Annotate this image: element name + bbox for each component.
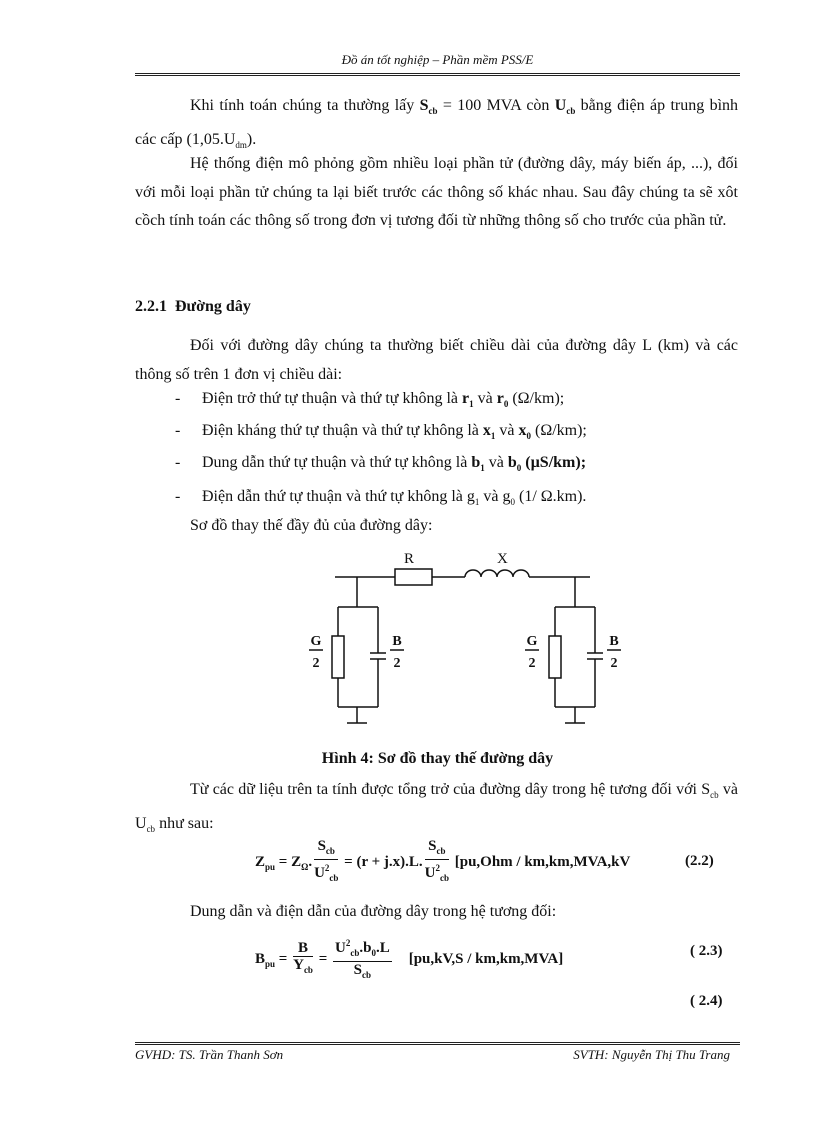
label-right-b-den: 2 xyxy=(610,656,618,671)
after-figure-paragraph: Từ các dữ liệu trên ta tính được tổng trở của đường dây trong hệ tương đối với $S_{cb}$ và $U_{cb}$ như sau: xyxy=(135,781,739,834)
resistor-r xyxy=(395,569,432,585)
equation-2-2: $Z_{pu} = Z_\Omega$. $\frac{S_{cb}}{U^2_{cb}}$ = (r + j.x).L. $\frac{S_{cb}}{U^2_{cb}}$ [pu,Ohm / km,km,MVA,kV xyxy=(255,838,631,883)
right-conductance xyxy=(549,636,561,678)
section-intro-paragraph: Đối với đường dây chúng ta thường biết chiều dài của đường dây L (km) và các thông số trên 1 đơn vị chiều dài: xyxy=(135,337,738,383)
admittance-paragraph: Dung dẫn và điện dẫn của đường dây trong hệ tương đối: xyxy=(190,903,557,920)
equation-number-2-4: ( 2.4) xyxy=(690,993,723,1009)
label-r: R xyxy=(404,551,415,567)
figure-caption: Hình 4: Sơ đồ thay thế đường dây xyxy=(321,750,554,767)
label-x: X xyxy=(497,551,508,567)
label-left-b-den: 2 xyxy=(393,656,401,671)
label-left-g-den: 2 xyxy=(312,656,320,671)
footer-supervisor: GVHD: TS. Trần Thanh Sơn xyxy=(135,1047,284,1062)
inductor-x xyxy=(465,570,529,577)
label-right-b: B xyxy=(609,634,619,649)
header-rule xyxy=(135,73,740,76)
equivalent-circuit-diagram xyxy=(300,545,630,745)
intro-paragraph-2: Hệ thống điện mô phỏng gồm nhiều loại phần tử (đường dây, máy biến áp, ...), đối với mỗi loại phần tử chúng ta lại biết trước các thông số khác nhau. Sau đây chúng ta sẽ xôt cồch tính toán các thông số trong đơn vị tương đối từ những thông số cho trước của phần tử. xyxy=(135,155,738,229)
left-conductance xyxy=(332,636,344,678)
equation-number-2-2: (2.2) xyxy=(685,853,714,869)
intro-paragraph-1: Khi tính toán chúng ta thường lấy $S_{cb} = 100$ MVA còn $U_{cb}$ bằng điện áp trung bình các cấp $(1,05.U_{dm})$. xyxy=(135,97,739,150)
section-heading: 2.2.1 Đường dây xyxy=(135,298,251,315)
label-right-g-den: 2 xyxy=(528,656,536,671)
footer-student: SVTH: Nguyễn Thị Thu Trang xyxy=(573,1047,730,1062)
label-right-g: G xyxy=(526,634,538,649)
equation-number-2-3: ( 2.3) xyxy=(690,943,723,959)
label-left-b: B xyxy=(392,634,402,649)
footer-rule xyxy=(135,1042,740,1045)
equation-2-3: $B_{pu}$ = $\frac{B}{Y_{cb}}$ = $\frac{U^2_{cb}.b_0.L}{S_{cb}}$ [pu,kV,S / km,km,MVA] xyxy=(255,935,563,984)
page-header: Đồ án tốt nghiệp – Phần mềm PSS/E xyxy=(341,52,534,67)
label-left-g: G xyxy=(310,634,322,649)
diagram-intro: Sơ đồ thay thế đầy đủ của đường dây: xyxy=(190,517,433,534)
